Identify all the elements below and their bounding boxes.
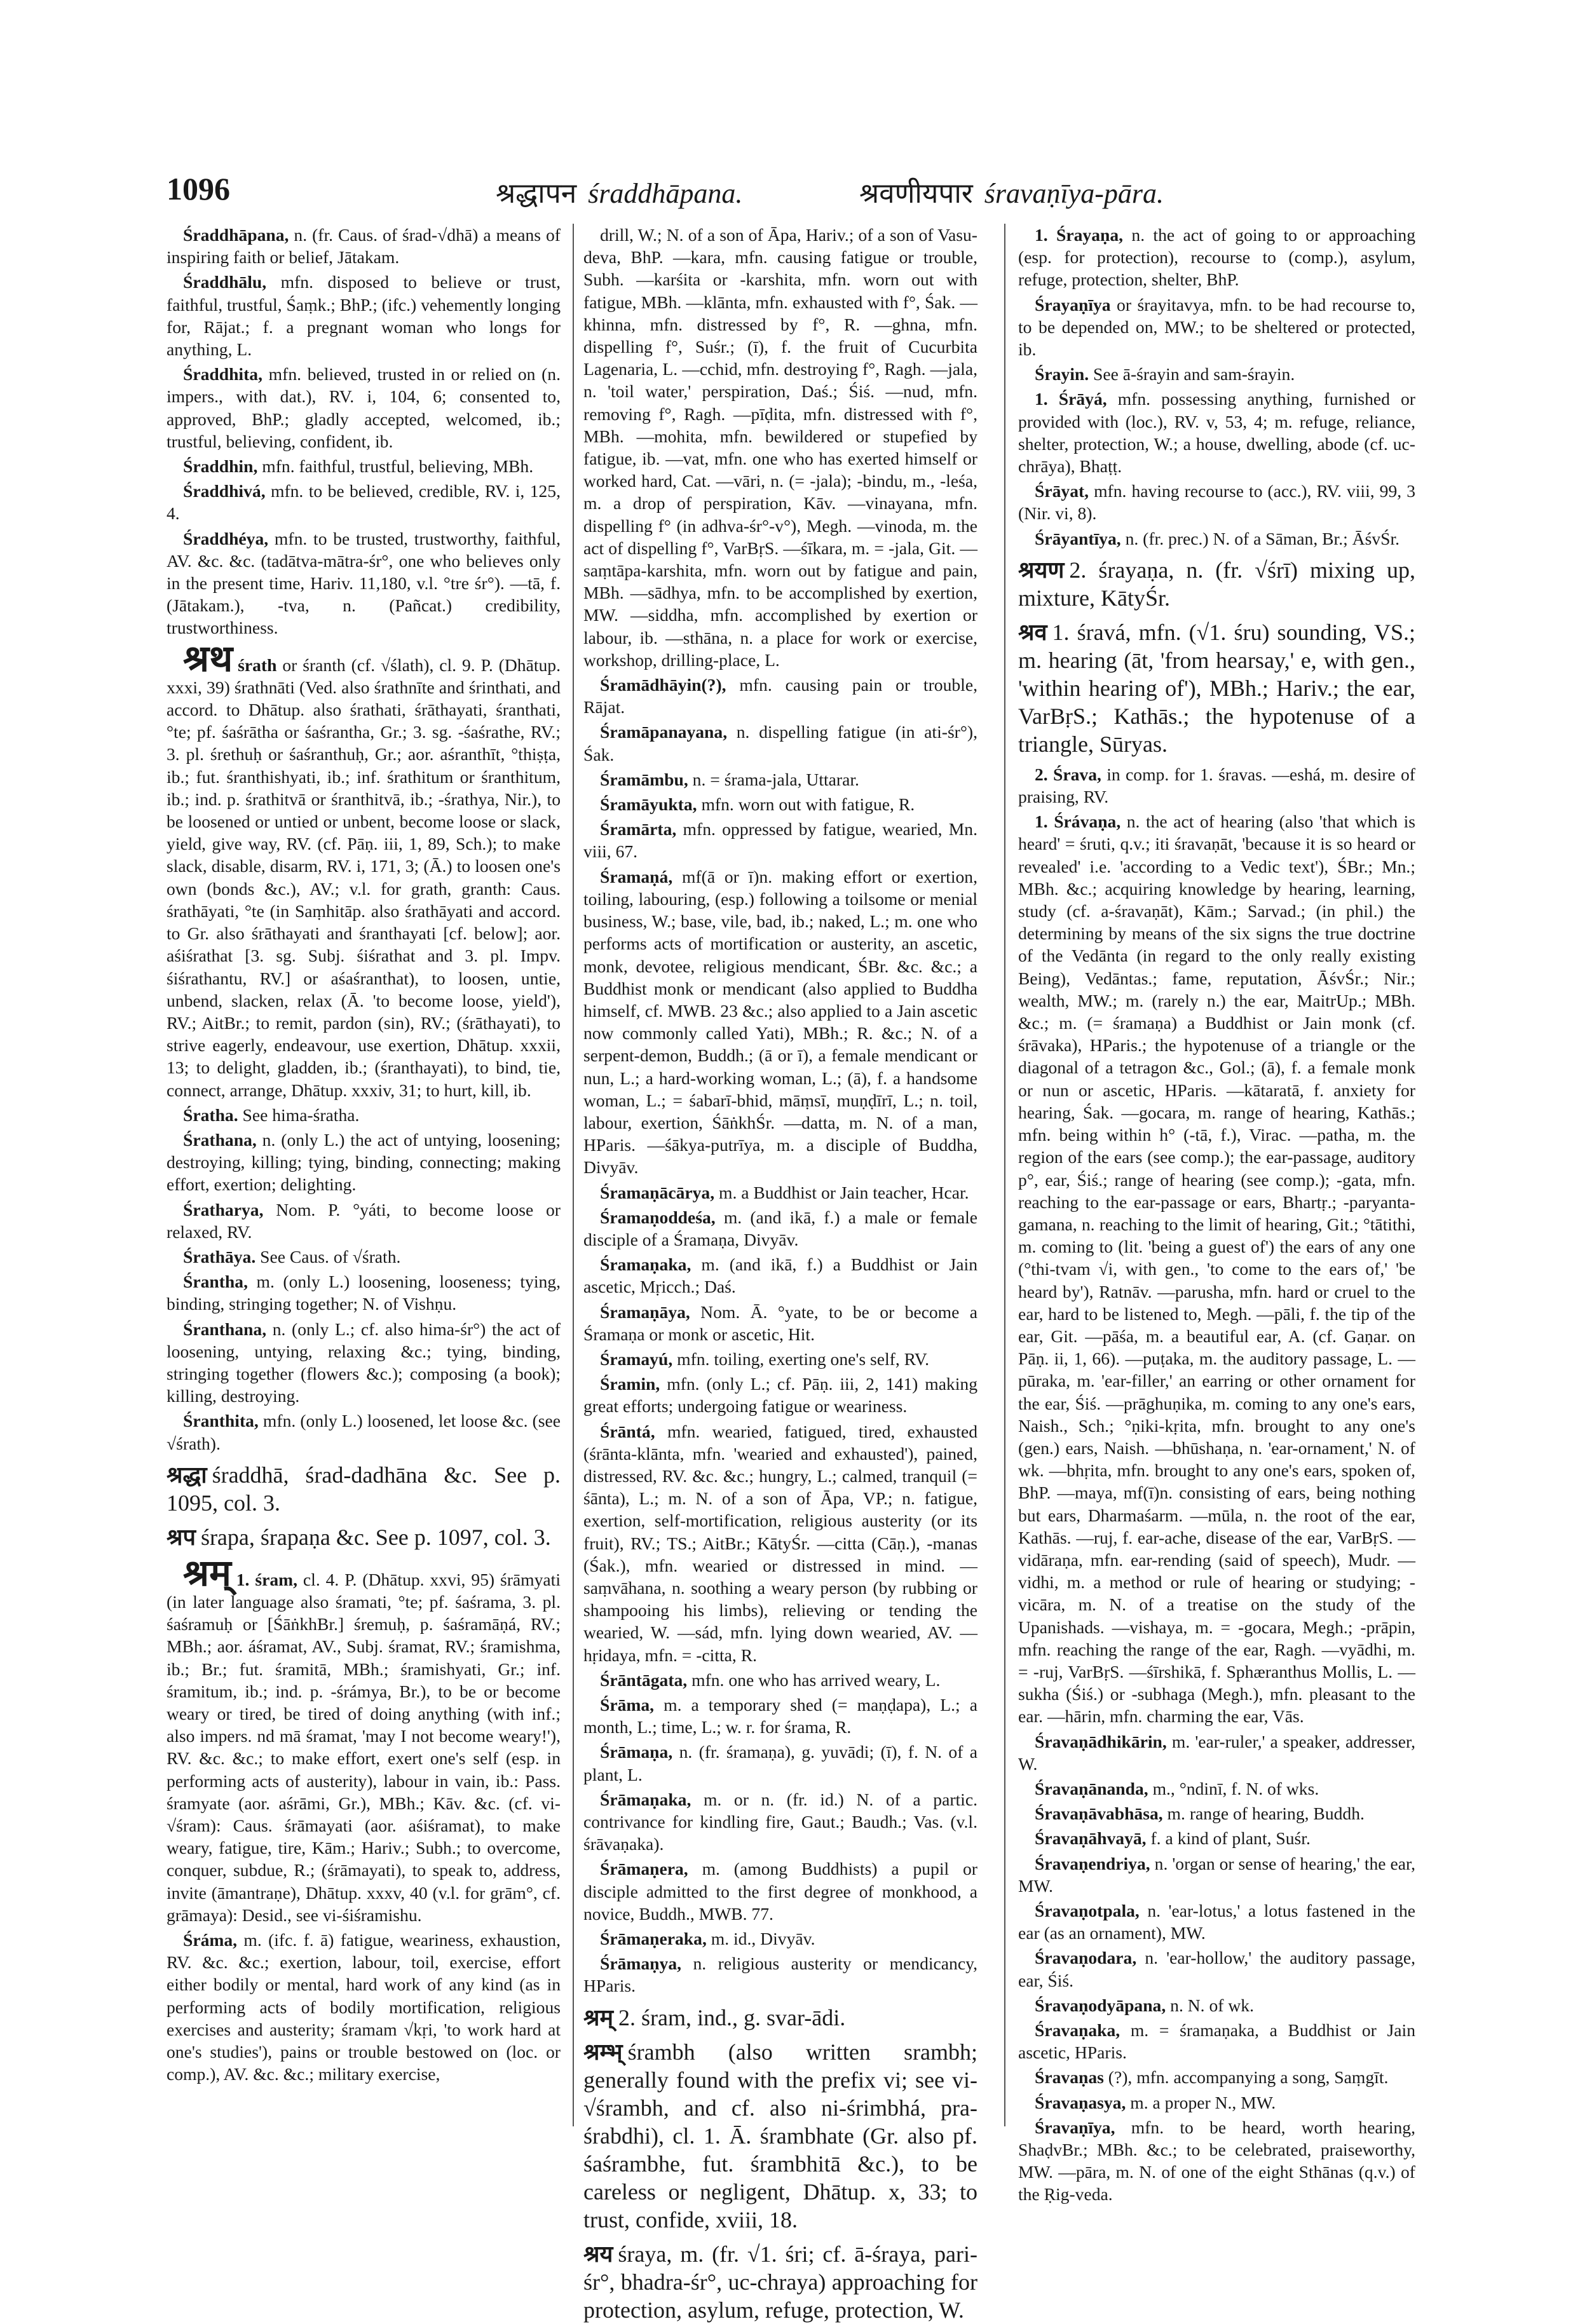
dictionary-entry: [167, 1523, 561, 1551]
dictionary-entry: [1018, 527, 1415, 550]
dictionary-entry: [583, 1788, 977, 1856]
entry-devanagari-headword: श्रद्धा: [167, 1462, 207, 1488]
entry-definition: mfn. (only L.; cf. Pāṇ. iii, 2, 141) making great efforts; undergoing fatigue or weariness.: [583, 1374, 977, 1417]
dictionary-entry: [583, 866, 977, 1179]
entry-definition: śrambh (also written srambh; generally found with the prefix vi; see vi-√śrambh, and cf. also ni-śrimbhá, pra-śrabdhi), cl. 1. Ā. śrambhate (Gr. also pf. śaśrambhe, fut. śrambhitā &c.), to be careless or negligent, Dhātup. x, 33; to trust, confide, xviii, 18.: [583, 2039, 977, 2232]
entry-headword: 2. Śrava,: [1035, 764, 1101, 784]
entry-definition: n. 'ear-hollow,' the auditory passage, ear, Śiś.: [1018, 1948, 1415, 1990]
entry-definition: n. (fr. Caus. of śrad-√dhā) a means of inspiring faith or belief, Jātakam.: [167, 225, 561, 268]
entry-headword: Śrathana,: [183, 1129, 257, 1150]
dictionary-entry: [583, 1373, 977, 1417]
dictionary-entry: [583, 1420, 977, 1666]
entry-definition: or śrayitavya, mfn. to be had recourse to, to be depended on, MW.; to be sheltered or protected, ib.: [1018, 294, 1415, 360]
entry-definition: m. a temporary shed (= maṇḍapa), L.; a month, L.; time, L.; w. r. for śrama, R.: [583, 1695, 977, 1737]
entry-headword: Śrayin.: [1035, 364, 1089, 384]
dictionary-entry: [1018, 1994, 1415, 2016]
column-divider: [1004, 224, 1005, 2126]
entry-definition: śraddhā, śrad-dadhāna &c. See p. 1095, col. 3.: [167, 1462, 561, 1516]
entry-definition: mfn. disposed to believe or trust, faithful, trustful, Śaṃk.; BhP.; (ifc.) vehemently longing for, Rājat.; f. a pregnant woman who longs for anything, L.: [167, 272, 561, 360]
dictionary-entry: [1018, 2091, 1415, 2114]
entry-definition: m. range of hearing, Buddh.: [1162, 1804, 1365, 1824]
entry-definition: 2. śram, ind., g. svar-ādi.: [618, 2004, 846, 2030]
dictionary-entry: [167, 1410, 561, 1454]
dictionary-entry: [1018, 480, 1415, 524]
entry-headword: 1. Śrāyá,: [1035, 389, 1107, 409]
header-first-word: [496, 173, 742, 211]
dictionary-entry: [583, 224, 977, 671]
dictionary-entry: [167, 271, 561, 360]
entry-headword: Śramin,: [600, 1374, 660, 1394]
entry-definition: m. (and ikā, f.) a male or female disciple of a Śramaṇa, Divyāv.: [583, 1207, 977, 1249]
dictionary-entry: [583, 1858, 977, 1925]
entry-headword: Śrayaṇīya: [1035, 294, 1111, 315]
entry-headword: Śrāmaṇya,: [600, 1954, 682, 1974]
dictionary-entry: [167, 637, 561, 1101]
entry-definition: m. (among Buddhists) a pupil or disciple admitted to the first degree of monkhood, a novice, Buddh., MWB. 77.: [583, 1859, 977, 1924]
entry-definition: n. (only L.; cf. also hima-śr°) the act of loosening, untying, relaxing &c.; tying, binding, stringing together (flowers &c.); composing (a book); killing, destroying.: [167, 1319, 561, 1406]
entry-headword: Śraddhālu,: [183, 272, 267, 292]
dictionary-entry: [583, 1741, 977, 1785]
dictionary-entry: [1018, 363, 1415, 385]
entry-definition: n. (fr. prec.) N. of a Sāman, Br.; ĀśvŚr.: [1120, 528, 1400, 548]
entry-headword: Śramaṇācārya,: [600, 1182, 715, 1202]
entry-headword: Śrāntāgata,: [600, 1669, 688, 1690]
entry-definition: mfn. (only L.) loosened, let loose &c. (see √śrath).: [167, 1411, 561, 1453]
entry-headword: Śraddhivá,: [183, 481, 266, 501]
entry-definition: m. 'ear-ruler,' a speaker, addresser, W.: [1018, 1731, 1415, 1774]
entry-headword: Śratha.: [183, 1104, 238, 1125]
entry-headword: Śramaṇá,: [600, 866, 673, 887]
entry-headword: 1. śram,: [236, 1569, 298, 1589]
entry-headword: Śrathāya.: [183, 1246, 256, 1267]
entry-headword: Śrantha,: [183, 1272, 248, 1292]
dictionary-entry: [167, 1552, 561, 1926]
entry-headword: Śrāma,: [600, 1695, 655, 1715]
entry-definition: mfn. oppressed by fatigue, wearied, Mn. viii, 67.: [583, 819, 977, 862]
entry-definition: mfn. having recourse to (acc.), RV. viii, 99, 3 (Nir. vi, 8).: [1018, 481, 1415, 524]
entry-devanagari-headword: श्रप: [167, 1524, 196, 1550]
entry-headword: Śrāmaṇeraka,: [600, 1929, 707, 1949]
running-header: [167, 166, 1415, 217]
entry-definition: m. id., Divyāv.: [706, 1929, 815, 1949]
dictionary-entry: [167, 1104, 561, 1126]
entry-headword: Śrāmaṇera,: [600, 1859, 688, 1879]
dictionary-entry: [1018, 294, 1415, 361]
dictionary-entry: [583, 1206, 977, 1251]
entry-definition: śraya, m. (fr. √1. śri; cf. ā-śraya, pari-śr°, bhadra-śr°, uc-chraya) approaching for protection, asylum, refuge, protection, W.: [583, 2241, 977, 2323]
dictionary-entry: [167, 1318, 561, 1408]
entry-headword: Śraddhéya,: [183, 528, 269, 548]
entry-headword: Śratharya,: [183, 1199, 264, 1220]
entry-definition: n. 'ear-lotus,' a lotus fastened in the ear (as an ornament), MW.: [1018, 1901, 1415, 1943]
entry-definition: mfn. possessing anything, furnished or provided with (loc.), RV. v, 53, 4; m. refuge, reliance, shelter, protection, W.; a house, dwelling, abode (cf. uc-chrāya), Bhaṭṭ.: [1018, 389, 1415, 477]
dictionary-entry: [1018, 1852, 1415, 1897]
entry-headword: Śravaṇotpala,: [1035, 1901, 1140, 1920]
entry-headword: Śráma,: [183, 1930, 238, 1950]
dictionary-entry: [167, 224, 561, 268]
entry-headword: Śravaṇāvabhāsa,: [1035, 1804, 1163, 1824]
dictionary-entry: [167, 1929, 561, 2085]
entry-headword: 1. Śrayaṇa,: [1035, 225, 1124, 245]
dictionary-entry: [167, 363, 561, 452]
dictionary-entry: [167, 455, 561, 477]
entry-definition: n. (fr. śramaṇa), g. yuvādi; (ī), f. N. of a plant, L.: [583, 1742, 977, 1784]
dictionary-entry: [1018, 2066, 1415, 2088]
dictionary-entry: [583, 2004, 977, 2032]
dictionary-entry: [1018, 2019, 1415, 2063]
header-right-devanagari: श्रवणीयपार: [859, 178, 973, 209]
entry-definition: See Caus. of √śrath.: [255, 1246, 401, 1267]
entry-headword: Śravaṇaka,: [1035, 2020, 1120, 2041]
entry-definition: See hima-śratha.: [238, 1104, 360, 1125]
entry-definition: mfn. worn out with fatigue, R.: [697, 794, 915, 815]
dictionary-entry: [1018, 388, 1415, 477]
entry-headword: Śrāntá,: [600, 1421, 655, 1441]
entry-headword: Śrāyantīya,: [1035, 528, 1121, 548]
entry-headword: Śramaṇoddeśa,: [600, 1207, 716, 1227]
entry-headword: Śramāmbu,: [600, 769, 688, 789]
entry-devanagari-headword: श्रम्: [583, 2004, 614, 2030]
entry-headword: Śramaṇaka,: [600, 1254, 691, 1275]
dictionary-entry: [1018, 763, 1415, 808]
entry-headword: Śravaṇāhvayā,: [1035, 1828, 1147, 1849]
header-last-word: [859, 173, 1164, 211]
entry-definition: mfn. wearied, fatigued, tired, exhausted (śrānta-klānta, mfn. 'wearied and exhausted'), pained, distressed, RV. &c. &c.; hungry, L.; calmed, tranquil (= śānta), L.; m. N. of a son of Āpa, VP.; n. fatigue, exertion, self-mortification, religious austerity (or its fruit), RV.; TS.; AitBr.; KātyŚr. —citta (Cāṇ.), -manas (Śak.), mfn. wearied or distressed in mind. —saṃvāhana, n. soothing a weary person (by rubbing or shampooing his limbs), relieving or tending the wearied, W. —sád, mfn. lying down wearied, AV. —hṛidaya, mfn. = -citta, R.: [583, 1421, 977, 1665]
dictionary-entry: [583, 1348, 977, 1370]
entry-headword: Śraddhita,: [183, 364, 262, 384]
entry-headword: Śranthana,: [183, 1319, 267, 1339]
entry-definition: m. a Buddhist or Jain teacher, Hcar.: [714, 1182, 969, 1202]
entry-definition: m. (ifc. f. ā) fatigue, weariness, exhaustion, RV. &c. &c.; exertion, labour, toil, exercise, effort either bodily or mental, hard work of any kind (as in performing acts of bodily mortification, religious exercises and austerity; śramam √kṛi, 'to work hard at one's studies'), pains or trouble bestowed on (loc. or comp.), AV. &c. &c.; military exercise,: [167, 1930, 561, 2084]
entry-devanagari-headword: श्रय: [583, 2241, 613, 2267]
entry-definition: m. (only L.) loosening, looseness; tying, binding, stringing together; N. of Vishṇu.: [167, 1272, 561, 1314]
entry-headword: Śravaṇasya,: [1035, 2092, 1126, 2112]
entry-devanagari-headword: श्रयण: [1018, 557, 1065, 583]
column-3: [1018, 224, 1415, 2205]
entry-definition: n. (only L.) the act of untying, loosening; destroying, killing; tying, binding, connecting; making effort, exertion; delighting.: [167, 1129, 561, 1195]
dictionary-entry: [583, 818, 977, 862]
entry-devanagari-headword: श्रम्: [183, 1552, 231, 1594]
entry-definition: Nom. P. °yáti, to become loose or relaxed, RV.: [167, 1199, 561, 1242]
entry-definition: n. the act of going to or approaching (esp. for protection), recourse to (comp.), asylum, refuge, protection, shelter, BhP.: [1018, 225, 1415, 290]
dictionary-entry: [583, 2240, 977, 2324]
entry-definition: f. a kind of plant, Suśr.: [1146, 1828, 1311, 1849]
page-number: 1096: [167, 171, 230, 207]
column-divider: [573, 224, 574, 2126]
entry-headword: 1. Śrávaṇa,: [1035, 812, 1121, 832]
entry-definition: n. N. of wk.: [1166, 1995, 1254, 2015]
entry-headword: Śraddhāpana,: [183, 225, 289, 245]
dictionary-entry: [583, 793, 977, 815]
entry-definition: mfn. to be heard, worth hearing, ShaḍvBr.; MBh. &c.; to be celebrated, praiseworthy, MW. —pāra, m. N. of one of the eight Sthānas (q.v.) of the Ṛig-veda.: [1018, 2117, 1415, 2205]
entry-definition: mfn. causing pain or trouble, Rājat.: [583, 675, 977, 717]
entry-headword: Śravaṇodyāpana,: [1035, 1995, 1166, 2015]
dictionary-entry: [583, 1301, 977, 1345]
entry-definition: m., °ndinī, f. N. of wks.: [1148, 1778, 1319, 1798]
entry-definition: mfn. believed, trusted in or relied on (n. impers., with dat.), RV. i, 104, 6; consented to, approved, BhP.; gladly accepted, welcomed, ib.; trustful, believing, confident, ib.: [167, 364, 561, 451]
entry-headword: śrath: [238, 655, 277, 675]
entry-definition: m. a proper N., MW.: [1126, 2092, 1276, 2112]
dictionary-entry: [1018, 556, 1415, 612]
dictionary-entry: [1018, 224, 1415, 291]
entry-definition: in comp. for 1. śravas. —eshá, m. desire of praising, RV.: [1018, 764, 1415, 807]
entry-definition: cl. 4. P. (Dhātup. xxvi, 95) śrāmyati (in later language also śramati, °te; pf. śaśrama, 3. pl. śaśramuḥ or [ŚāṅkhBr.] śremuḥ, p. śaśramāṇá, RV.; MBh.; aor. áśramat, AV., Subj. śramat, RV.; śramishma, ib.; Br.; fut. śramitā, MBh.; śramishyati, Gr.; inf. śramitum, ib.; ind. p. -śrámya, Br.), to be or become weary or tired, be tired of doing anything (with inf.; also impers. nd mā śramat, 'may I not become weary!'), RV. &c. &c.; to make effort, exert one's self (esp. in performing acts of austerity), labour in vain, ib.: Pass. śramyate (aor. aśrāmi, Gr.), MBh.; Kāv. &c. (cf. vi-√śram): Caus. śrāmayati (aor. aśiśramat), to make weary, fatigue, tire, Kām.; Hariv.; Subh.; to overcome, conquer, subdue, R.; (śrāmayati), to speak to, address, invite (āmantraṇe), Dhātup. xxxv, 40 (v.l. for grām°, cf. grāmaya): Desid., see vi-śiśramishu.: [167, 1569, 561, 1925]
entry-definition: or śranth (cf. √ślath), cl. 9. P. (Dhātup. xxxi, 39) śrathnāti (Ved. also śrathnīte and śrinthati, and accord. to Dhātup. also śrathati, śrāthayati, śranthati, °te; pf. śaśrātha or śaśrantha, Gr.; 3. sg. -śaśrathe, RV.; 3. pl. śrethuḥ or śaśranthuḥ, Gr.; aor. aśranthīt, °thiṣṭa, ib.; fut. śranthishyati, ib.; inf. śrathitum or śranthitum, ib.; ind. p. śrathitvā or śranthitvā, ib.; -śrathya, Nir.), to be loosened or untied or unbent, become loose or slack, yield, give way, RV. (cf. Pāṇ. iii, 1, 89, Sch.); to make slack, disable, disarm, RV. i, 171, 3; (Ā.) to loosen one's own (bonds &c.), AV.; v.l. for grath, granth: Caus. śrathāyati, °te (in Saṃhitāp. also śrathāyati and accord. to Gr. also śrāthayati and śranthayati [cf. below]; aor. aśiśrathat [3. sg. Subj. śiśrathat and 3. pl. Impv. śiśrathantu, RV.] or aśaśranthat), to loosen, untie, unbend, slacken, relax (Ā. 'to become loose, yield'), RV.; AitBr.; to remit, pardon (sin), RV.; (śrāthayati), to strive eagerly, endeavour, use exertion, Dhātup. xxxii, 13; to delight, gladden, ib.; (śranthayati), to bind, tie, connect, arrange, Dhātup. xxxiv, 31; to hurt, kill, ib.: [167, 655, 561, 1100]
entry-headword: Śramārta,: [600, 819, 677, 839]
dictionary-entry: [1018, 2116, 1415, 2206]
entry-definition: m. or n. (fr. id.) N. of a partic. contrivance for kindling fire, Gaut.; Baudh.; Vas. (v.l. śrāvaṇaka).: [583, 1789, 977, 1854]
entry-headword: Śrāyat,: [1035, 481, 1089, 501]
dictionary-entry: [1018, 1730, 1415, 1775]
entry-definition: mfn. to be trusted, trustworthy, faithful, AV. &c. &c. (tadātva-mātra-śr°, one who believes only in the present time, Hariv. 11,180, v.l. °tre śr°). —tā, f. (Jātakam.), -tva, n. (Pañcat.) credibility, trustworthiness.: [167, 528, 561, 638]
entry-definition: n. 'organ or sense of hearing,' the ear, MW.: [1018, 1853, 1415, 1896]
dictionary-entry: [583, 1181, 977, 1204]
header-left-devanagari: श्रद्धापन: [496, 178, 577, 209]
dictionary-entry: [583, 2038, 977, 2234]
entry-definition: mfn. faithful, trustful, believing, MBh.: [257, 456, 534, 477]
entry-definition: n. dispelling fatigue (in ati-śr°), Śak.: [583, 722, 977, 764]
entry-headword: Śramaṇāya,: [600, 1301, 690, 1322]
dictionary-entry: [1018, 618, 1415, 758]
dictionary-entry: [1018, 1777, 1415, 1800]
entry-definition: mfn. one who has arrived weary, L.: [687, 1669, 941, 1690]
header-left-latin: śraddhāpana.: [588, 178, 743, 209]
entry-headword: Śramayú,: [600, 1349, 673, 1369]
column-1: [167, 224, 561, 2137]
entry-definition: m. (and ikā, f.) a Buddhist or Jain ascetic, Mṛicch.; Daś.: [583, 1254, 977, 1297]
entry-headword: Śravaṇodara,: [1035, 1948, 1137, 1968]
entry-headword: Śravaṇīya,: [1035, 2117, 1115, 2137]
dictionary-entry: [1018, 1827, 1415, 1849]
dictionary-entry: [1018, 810, 1415, 1727]
entry-definition: (?), mfn. accompanying a song, Saṃgīt.: [1103, 2067, 1389, 2088]
dictionary-entry: [583, 768, 977, 791]
entry-definition: Nom. Ā. °yate, to be or become a Śramaṇa or monk or ascetic, Hit.: [583, 1301, 977, 1344]
entry-definition: drill, W.; N. of a son of Āpa, Hariv.; of a son of Vasu-deva, BhP. —kara, mfn. causing fatigue or trouble, Subh. —karśita or -karshita, mfn. worn out with fatigue, MBh. —klānta, mfn. exhausted with f°, Śak. —khinna, mfn. distressed by f°, R. —ghna, mfn. dispelling f°, Suśr.; (ī), f. the fruit of Cucurbita Lagenaria, L. —cchid, mfn. destroying f°, Ragh. —jala, n. 'toil water,' perspiration, Daś.; Śiś. —nud, mfn. removing f°, Ragh. —pīḍita, mfn. distressed with f°, MBh. —mohita, mfn. bewildered or stupefied by fatigue, ib. —vat, mfn. one who has exerted himself or worked hard, Cat. —vāri, n. (= -jala); -bindu, m., -leśa, m. a drop of perspiration, Kāv. —vinayana, mfn. dispelling f° (in adhva-śr°-v°), Megh. —vinoda, m. the act of dispelling f°, VarBṛS. —śīkara, m. = -jala, Git. —saṃtāpa-karshita, mfn. worn out by fatigue and pain, MBh. —sādhya, mfn. to be accomplished by exertion, MW. —siddha, mfn. accomplished by exertion or labour, ib. —sthāna, n. a place for work or exercise, workshop, drilling-place, L.: [583, 225, 977, 670]
header-right-latin: śravaṇīya-pāra.: [984, 178, 1164, 209]
dictionary-entry: [1018, 1947, 1415, 1991]
entry-headword: Śramāpanayana,: [600, 722, 728, 742]
dictionary-entry: [167, 1461, 561, 1517]
entry-headword: Śravaṇādhikārin,: [1035, 1731, 1167, 1751]
entry-headword: Śranthita,: [183, 1411, 259, 1431]
entry-devanagari-headword: श्रम्भ्: [583, 2039, 623, 2065]
dictionary-entry: [583, 674, 977, 718]
dictionary-entry: [167, 527, 561, 639]
dictionary-entry: [1018, 1899, 1415, 1944]
entry-devanagari-headword: श्रव: [1018, 619, 1047, 645]
entry-definition: mf(ā or ī)n. making effort or exertion, toiling, labouring, (esp.) following a toilsome or menial business, W.; base, vile, bad, ib.; naked, L.; m. one who performs acts of mortification or austerity, an ascetic, monk, devotee, religious mendicant, ŚBr. &c. &c.; a Buddhist monk or mendicant (also applied to Buddha himself, cf. MWB. 23 &c.; also applied to a Jain ascetic now commonly called Yati), MBh.; R. &c.; N. of a serpent-demon, Buddh.; (ā or ī), a female mendicant or nun, L.; a hard-working woman, L.; (ā), f. a handsome woman, L.; = śabarī-bhid, māṃsī, muṇḍīrī, L.; n. toil, labour, exertion, ŚāṅkhŚr. —datta, m. N. of a man, HParis. —śākya-putrīya, m. a disciple of Buddha, Divyāv.: [583, 866, 977, 1178]
dictionary-entry: [583, 1669, 977, 1691]
entry-definition: n. the act of hearing (also 'that which is heard' = śruti, q.v.; iti śravaṇāt, 'because it is so heard or revealed' i.e. 'according to a Vedic text'), ŚBr.; Mn.; MBh. &c.; acquiring knowledge by hearing, learning, study (cf. a-śravaṇāt), Kām.; Sarvad.; (in phil.) the determining by means of the six signs the true doctrine of the Vedānta (in regard to the only really existing Being), Vedāntas.; fame, reputation, ĀśvŚr.; Nir.; wealth, MW.; m. (rarely n.) the ear, MaitrUp.; MBh. &c.; m. (= śramaṇa) a Buddhist or Jain monk (cf. śrāvaka), HParis.; the hypotenuse of a triangle or the diagonal of a tetragon &c., Gol.; (ā), f. a female monk or nun or ascetic, HParis. —kātaratā, f. anxiety for hearing, Śak. —gocara, m. range of hearing, Kathās.; mfn. being within h° (-tā, f.), Virac. —patha, m. the region of the ears (see comp.); the ear-passage, auditory p°, ear, Śiś.; range of hearing (see comp.); -gata, mfn. reaching to the ear-passage or ears, Bhartṛ.; -paryanta-gamana, n. reaching to the limit of hearing, Git.; °tātithi, m. coming to (lit. 'being a guest of') the ears of any one (°thi-tvam √i, with gen., 'to come to the ears of,' 'be heard by'), Ratnāv. —parusha, mfn. hard or cruel to the ear, hard to be listened to, Megh. —pāli, f. the tip of the ear, Git. —pāśa, m. a beautiful ear, A. (cf. Gaṇar. on Pāṇ. ii, 1, 66). —puṭaka, m. the auditory passage, L. —pūraka, m. 'ear-filler,' an earring or other ornament for the ear, Śiś. —prāghuṇika, m. coming to any one's ears, Naish., Sch.; °ṇiki-kṛita, mfn. brought to any one's (gen.) ears, Naish. —bhūshaṇa, n. 'ear-ornament,' N. of wk. —bhṛita, mfn. brought to any one's ears, spoken of, BhP. —maya, mf(ī)n. consisting of ears, being nothing but ears, Dharmaśarm. —mūla, n. the root of the ear, Kathās. —ruj, f. ear-ache, disease of the ear, VarBṛS. —vidāraṇa, mfn. ear-rending (said of speech), Mudr. —vidhi, m. a method or rule of hearing or studying; -vicāra, m. N. of a treatise on the study of the Upanishads. —vishaya, m. = -gocara, Megh.; -prāpin, mfn. reaching the range of the ear, Ragh. —vyādhi, m. = -ruj, VarBṛS. —śīrshikā, f. Sphæranthus Mollis, L. —sukha (Śiś.) or -subhaga (Megh.), mfn. pleasant to the ear. —hārin, mfn. charming the ear, Vās.: [1018, 812, 1415, 1727]
dictionary-entry: [167, 1270, 561, 1315]
entry-definition: mfn. toiling, exerting one's self, RV.: [672, 1349, 930, 1369]
entry-headword: Śramāyukta,: [600, 794, 697, 815]
entry-definition: 2. śrayaṇa, n. (fr. √śrī) mixing up, mixture, KātyŚr.: [1018, 557, 1415, 611]
dictionary-entry: [167, 1129, 561, 1196]
dictionary-entry: [583, 1694, 977, 1738]
entry-devanagari-headword: श्रथ: [183, 637, 233, 679]
dictionary-entry: [1018, 1802, 1415, 1825]
entry-definition: n. religious austerity or mendicancy, HParis.: [583, 1954, 977, 1996]
dictionary-entry: [583, 721, 977, 765]
entry-headword: Śravaṇendriya,: [1035, 1853, 1150, 1873]
dictionary-entry: [583, 1927, 977, 1950]
entry-headword: Śrāmaṇaka,: [600, 1789, 691, 1809]
entry-definition: 1. śravá, mfn. (√1. śru) sounding, VS.; m. hearing (āt, 'from hearsay,' e, with gen., 'within hearing of'), MBh.; Hariv.; the ear, VarBṛS.; Kathās.; the hypotenuse of a triangle, Sūryas.: [1018, 619, 1415, 757]
dictionary-entry: [167, 1199, 561, 1243]
dictionary-entry: [583, 1253, 977, 1298]
entry-definition: See ā-śrayin and sam-śrayin.: [1089, 364, 1295, 384]
dictionary-entry: [167, 1246, 561, 1268]
entry-definition: n. = śrama-jala, Uttarar.: [688, 769, 859, 789]
dictionary-entry: [583, 1952, 977, 1997]
entry-definition: mfn. to be believed, credible, RV. i, 125, 4.: [167, 481, 561, 524]
entry-definition: śrapa, śrapaṇa &c. See p. 1097, col. 3.: [200, 1524, 551, 1550]
column-2: [583, 224, 977, 2323]
entry-headword: Śravaṇānanda,: [1035, 1778, 1148, 1798]
entry-headword: Śramādhāyin(?),: [600, 675, 726, 695]
entry-definition: m. = śramaṇaka, a Buddhist or Jain ascetic, HParis.: [1018, 2020, 1415, 2063]
entry-headword: Śraddhin,: [183, 456, 258, 477]
entry-headword: Śravaṇas: [1035, 2067, 1104, 2088]
dictionary-entry: [167, 480, 561, 524]
entry-headword: Śrāmaṇa,: [600, 1742, 673, 1762]
